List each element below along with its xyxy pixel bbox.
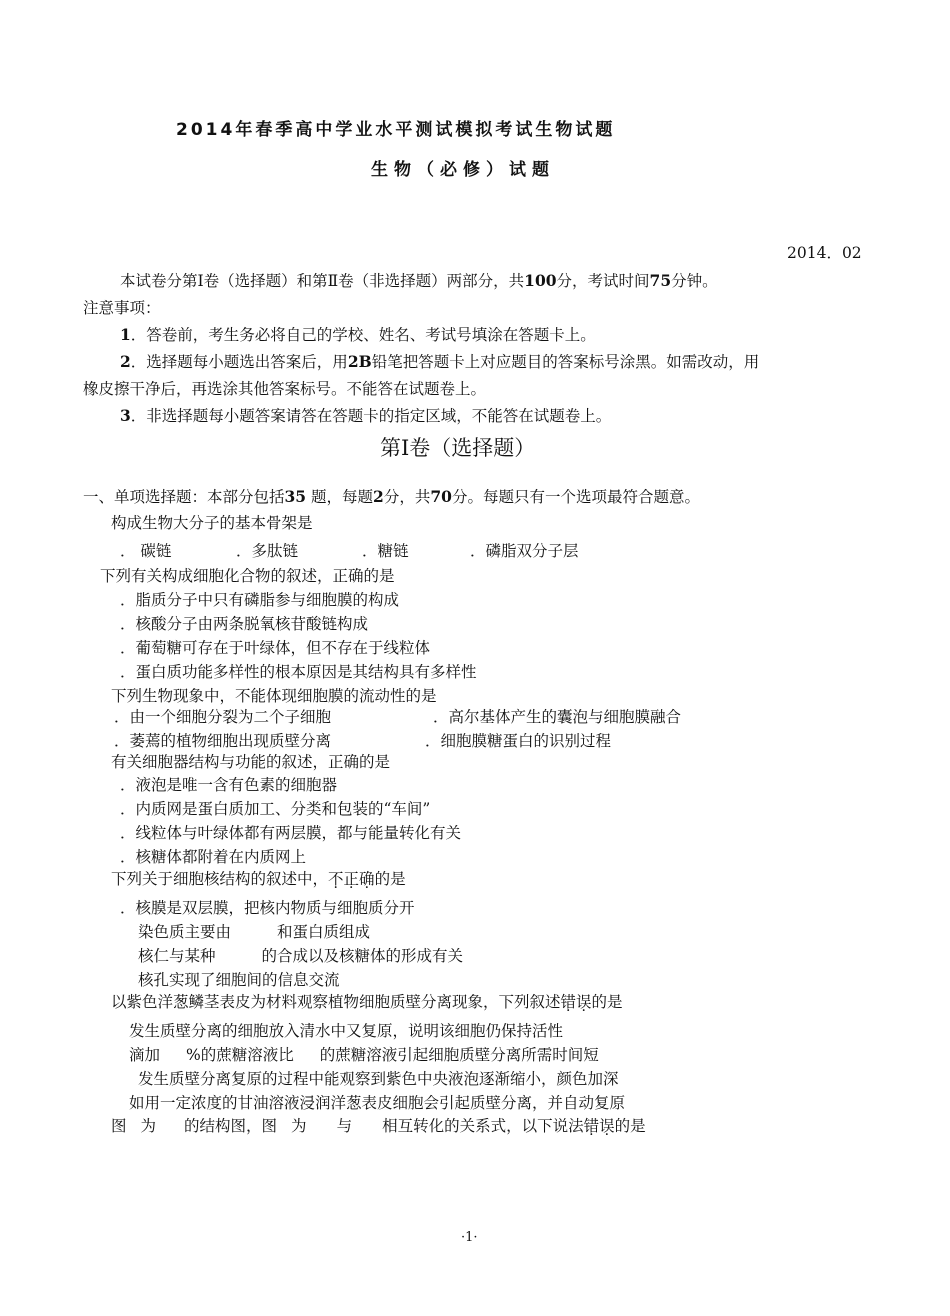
question-3-option-b: ．高尔基体产生的囊泡与细胞膜融合 bbox=[433, 708, 682, 726]
note-1-number: 1 bbox=[120, 325, 131, 344]
note-1 bbox=[120, 325, 596, 345]
part-1-text-e: 分，共 bbox=[383, 488, 431, 506]
part-1-total: 70 bbox=[430, 487, 452, 506]
question-6-option-c: 发生质壁分离复原的过程中能观察到紫色中央液泡逐渐缩小，颜色加深 bbox=[138, 1070, 619, 1088]
question-5-option-b bbox=[138, 922, 370, 942]
page-number: ·1· bbox=[461, 1230, 478, 1245]
question-6-option-d: 如用一定浓度的甘油溶液浸润洋葱表皮细胞会引起质壁分离，并自动复原 bbox=[129, 1094, 626, 1112]
question-6-option-b-a: 滴加 bbox=[129, 1046, 161, 1064]
question-5-option-c-a: 核仁与某种 bbox=[138, 947, 216, 965]
emphasis-char: 确 bbox=[359, 870, 375, 888]
question-6-stem-c: 的是 bbox=[591, 993, 623, 1011]
total-score: 100 bbox=[524, 271, 557, 290]
question-5-stem bbox=[111, 869, 406, 889]
question-6-option-b-c: 的蔗糖溶液引起细胞质壁分离所需时间短 bbox=[319, 1046, 599, 1064]
part-1-text-c: 题，每题 bbox=[311, 488, 374, 506]
question-4-option-b: ．内质网是蛋白质加工、分类和包装的“车间” bbox=[120, 800, 431, 818]
exam-date: 2014．02 bbox=[787, 244, 862, 262]
question-2-option-b: ．核酸分子由两条脱氧核苷酸链构成 bbox=[120, 615, 369, 633]
question-1-option-a: ． 碳链 bbox=[120, 542, 172, 560]
emphasis-char: 误 bbox=[599, 1117, 615, 1135]
points-each: 2 bbox=[373, 487, 384, 506]
part-1-text-g: 分。每题只有一个选项最符合题意。 bbox=[451, 488, 700, 506]
question-5-option-c bbox=[138, 946, 463, 966]
question-count: 35 bbox=[284, 487, 307, 506]
question-7-part: 为 bbox=[291, 1117, 307, 1135]
question-1-option-d: ．磷脂双分子层 bbox=[470, 542, 579, 560]
exam-duration: 75 bbox=[649, 271, 672, 290]
intro-text-1: 本试卷分第Ⅰ卷（选择题）和第Ⅱ卷（非选择题）两部分，共 bbox=[120, 272, 525, 290]
section-title: 第Ⅰ卷（选择题） bbox=[380, 436, 536, 460]
question-1-option-c: ．糖链 bbox=[362, 542, 409, 560]
question-5-option-c-b: 的合成以及核糖体的形成有关 bbox=[261, 947, 464, 965]
note-2-continuation: 橡皮擦干净后，再选涂其他答案标号。不能答在试题卷上。 bbox=[83, 380, 487, 398]
emphasis-char: 不 bbox=[328, 870, 344, 888]
note-2-text-c: 铅笔把答题卡上对应题目的答案标号涂黑。如需改动，用 bbox=[371, 353, 760, 371]
question-7-part: 相互转化的关系式，以下说法 bbox=[382, 1117, 584, 1135]
question-5-stem-c: 的是 bbox=[374, 870, 406, 888]
exam-subtitle: 生物（必修）试题 bbox=[371, 160, 555, 180]
question-5-option-b-b: 和蛋白质组成 bbox=[277, 923, 371, 941]
pencil-type: 2B bbox=[347, 352, 372, 371]
question-4-option-a: ．液泡是唯一含有色素的细胞器 bbox=[120, 776, 338, 794]
question-6-stem bbox=[111, 992, 623, 1012]
question-5-option-a: ．核膜是双层膜，把核内物质与细胞质分开 bbox=[120, 899, 415, 917]
question-7-part: 的是 bbox=[614, 1117, 646, 1135]
question-6-stem-a: 以紫色洋葱鳞茎表皮为材料观察植物细胞质壁分离现象，下列叙述 bbox=[111, 993, 561, 1011]
question-2-option-a: ．脂质分子中只有磷脂参与细胞膜的构成 bbox=[120, 591, 400, 609]
emphasis-char: 错 bbox=[560, 993, 577, 1011]
question-5-option-d: 核孔实现了细胞间的信息交流 bbox=[138, 971, 340, 989]
part-1-instructions bbox=[83, 487, 700, 507]
question-3-option-a: ．由一个细胞分裂为二个子细胞 bbox=[114, 708, 332, 726]
question-7-part: 图 bbox=[111, 1117, 127, 1135]
question-4-option-c: ．线粒体与叶绿体都有两层膜，都与能量转化有关 bbox=[120, 824, 462, 842]
question-7-stem bbox=[111, 1116, 646, 1136]
question-3-stem: 下列生物现象中，不能体现细胞膜的流动性的是 bbox=[111, 687, 437, 705]
note-3 bbox=[120, 406, 611, 426]
question-6-option-b-b: %的蔗糖溶液比 bbox=[186, 1046, 294, 1064]
note-1-text: ．答卷前，考生务必将自己的学校、姓名、考试号填涂在答题卡上。 bbox=[130, 326, 596, 344]
question-4-stem: 有关细胞器结构与功能的叙述，正确的是 bbox=[111, 753, 391, 771]
question-5-stem-a: 下列关于细胞核结构的叙述中， bbox=[111, 870, 329, 888]
question-6-option-a: 发生质壁分离的细胞放入清水中又复原，说明该细胞仍保持活性 bbox=[129, 1022, 564, 1040]
notes-heading: 注意事项： bbox=[83, 299, 161, 317]
note-2-text-a: ．选择题每小题选出答案后，用 bbox=[130, 353, 348, 371]
question-1-option-b: ．多肽链 bbox=[236, 542, 299, 560]
question-7-part: 与 bbox=[336, 1117, 353, 1135]
question-3-option-c: ．萎蔫的植物细胞出现质壁分离 bbox=[114, 732, 332, 750]
question-4-option-d: ．核糖体都附着在内质网上 bbox=[120, 848, 307, 866]
emphasis-char: 错 bbox=[583, 1117, 600, 1135]
emphasis-char: 误 bbox=[576, 993, 592, 1011]
part-1-text-a: 一、单项选择题：本部分包括 bbox=[83, 488, 285, 506]
question-2-option-d: ．蛋白质功能多样性的根本原因是其结构具有多样性 bbox=[120, 663, 477, 681]
emphasis-char: 正 bbox=[343, 870, 360, 888]
note-3-number: 3 bbox=[120, 406, 131, 425]
intro-text-2: 分，考试时间 bbox=[556, 272, 650, 290]
question-3-option-d: ．细胞膜糖蛋白的识别过程 bbox=[425, 732, 612, 750]
question-6-option-b bbox=[129, 1045, 599, 1065]
intro-text-3: 分钟。 bbox=[671, 272, 718, 290]
question-7-part: 的结构图，图 bbox=[184, 1117, 278, 1135]
intro-line bbox=[120, 271, 718, 291]
question-1-stem: 构成生物大分子的基本骨架是 bbox=[111, 514, 313, 532]
note-3-text: ．非选择题每小题答案请答在答题卡的指定区域，不能答在试题卷上。 bbox=[130, 407, 612, 425]
note-2-number: 2 bbox=[120, 352, 131, 371]
question-7-part: 为 bbox=[140, 1117, 157, 1135]
question-5-option-b-a: 染色质主要由 bbox=[138, 923, 232, 941]
note-2 bbox=[120, 352, 759, 372]
question-2-option-c: ．葡萄糖可存在于叶绿体，但不存在于线粒体 bbox=[120, 639, 431, 657]
exam-title: 2014年春季高中学业水平测试模拟考试生物试题 bbox=[176, 120, 616, 140]
question-2-stem: 下列有关构成细胞化合物的叙述，正确的是 bbox=[100, 567, 395, 585]
